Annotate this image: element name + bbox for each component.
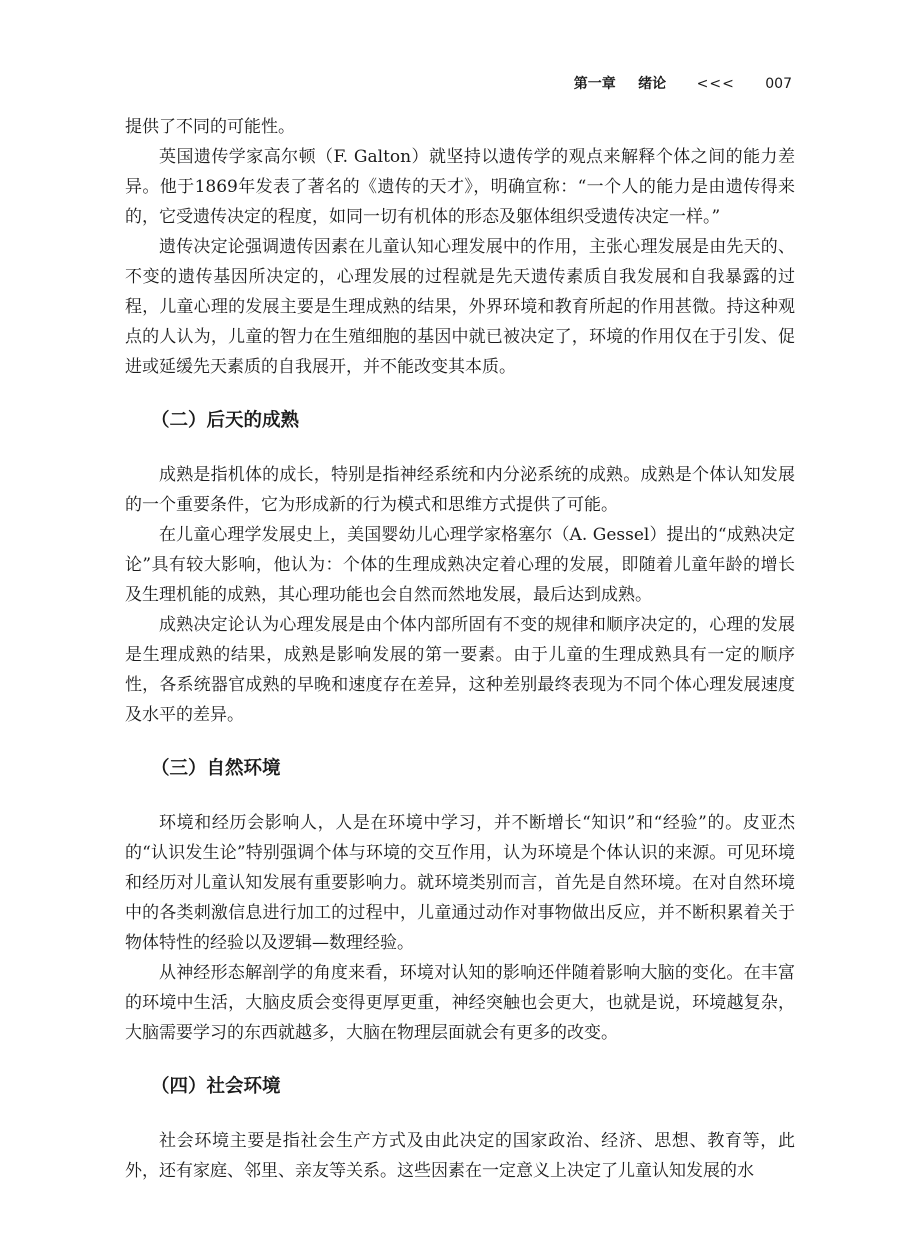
section-heading-social-environment: （四）社会环境 [151, 1076, 281, 1097]
paragraph-galton: 英国遗传学家高尔顿（F. Galton）就坚持以遗传学的观点来解释个体之间的能力差异。他于1869年发表了著名的《遗传的天才》，明确宣称：“一个人的能力是由遗传得来的，它受遗传决定的程度，如同一切有机体的形态及躯体组织受遗传决定一样。” [125, 147, 795, 227]
section-heading-natural-environment: （三）自然环境 [151, 758, 281, 779]
running-head [574, 73, 792, 93]
chapter-arrows: <<< [696, 76, 735, 92]
paragraph-continued: 提供了不同的可能性。 [125, 117, 295, 137]
paragraph-gessel: 在儿童心理学发展史上，美国婴幼儿心理学家格塞尔（A. Gessel）提出的“成熟决定论”具有较大影响，他认为：个体的生理成熟决定着心理的发展，即随着儿童年龄的增长及生理机能的成熟，其心理功能也会自然而然地发展，最后达到成熟。 [125, 525, 795, 605]
chapter-title: 绪论 [638, 76, 667, 92]
section-heading-maturation: （二）后天的成熟 [151, 410, 300, 431]
paragraph-social-environment: 社会环境主要是指社会生产方式及由此决定的国家政治、经济、思想、教育等，此外，还有家庭、邻里、亲友等关系。这些因素在一定意义上决定了儿童认知发展的水 [125, 1131, 795, 1181]
page-number: 007 [765, 76, 792, 92]
page-content [125, 112, 795, 1186]
paragraph-heredity-determinism: 遗传决定论强调遗传因素在儿童认知心理发展中的作用，主张心理发展是由先天的、不变的遗传基因所决定的，心理发展的过程就是先天遗传素质自我发展和自我暴露的过程，儿童心理的发展主要是生理成熟的结果，外界环境和教育所起的作用甚微。持这种观点的人认为，儿童的智力在生殖细胞的基因中就已被决定了，环境的作用仅在于引发、促进或延缓先天素质的自我展开，并不能改变其本质。 [125, 237, 795, 377]
paragraph-maturation-definition: 成熟是指机体的成长，特别是指神经系统和内分泌系统的成熟。成熟是个体认知发展的一个重要条件，它为形成新的行为模式和思维方式提供了可能。 [125, 465, 795, 515]
paragraph-neuroanatomy: 从神经形态解剖学的角度来看，环境对认知的影响还伴随着影响大脑的变化。在丰富的环境中生活，大脑皮质会变得更厚更重，神经突触也会更大，也就是说，环境越复杂，大脑需要学习的东西就越多，大脑在物理层面就会有更多的改变。 [125, 963, 795, 1043]
chapter-label: 第一章 [573, 76, 616, 92]
paragraph-maturation-determinism: 成熟决定论认为心理发展是由个体内部所固有不变的规律和顺序决定的，心理的发展是生理成熟的结果，成熟是影响发展的第一要素。由于儿童的生理成熟具有一定的顺序性，各系统器官成熟的早晚和速度存在差异，这种差别最终表现为不同个体心理发展速度及水平的差异。 [125, 615, 795, 725]
paragraph-environment-experience: 环境和经历会影响人，人是在环境中学习，并不断增长“知识”和“经验”的。皮亚杰的“认识发生论”特别强调个体与环境的交互作用，认为环境是个体认识的来源。可见环境和经历对儿童认知发展有重要影响力。就环境类别而言，首先是自然环境。在对自然环境中的各类刺激信息进行加工的过程中，儿童通过动作对事物做出反应，并不断积累着关于物体特性的经验以及逻辑—数理经验。 [125, 813, 795, 953]
